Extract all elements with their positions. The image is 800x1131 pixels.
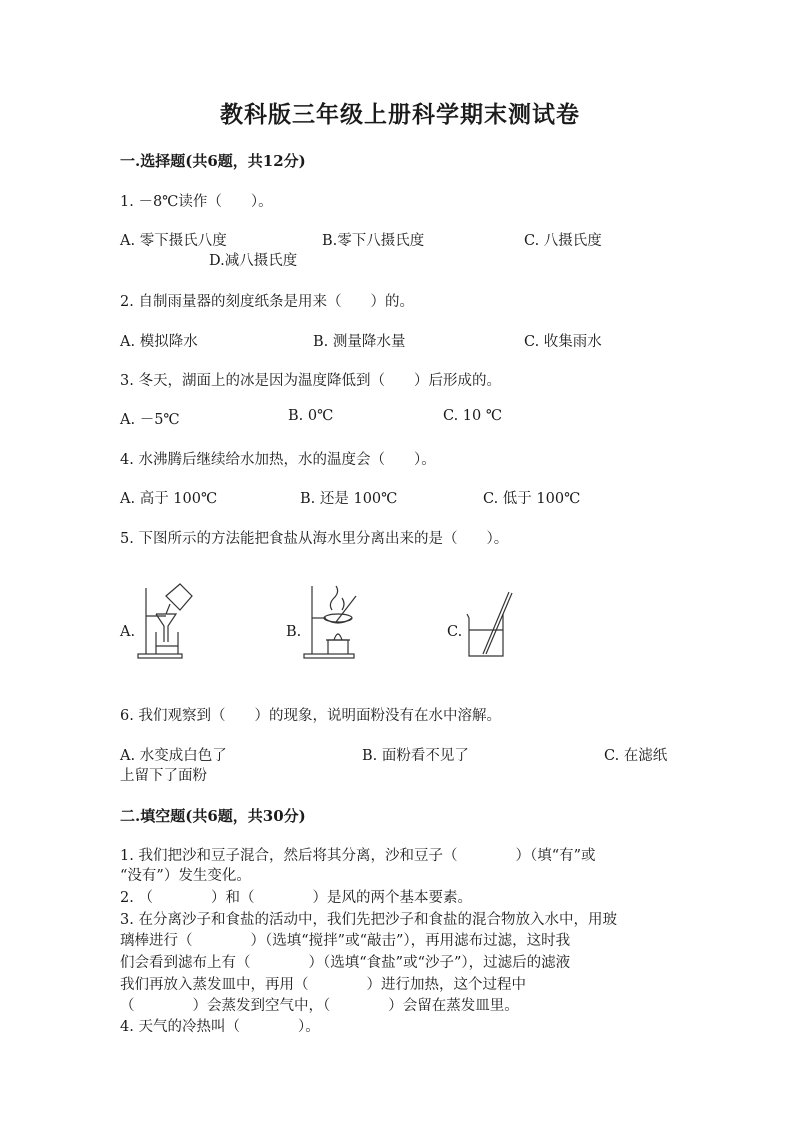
- fill-line-5: 璃棒进行（ ）（选填“搅拌”或“敲击”），再用滤布过滤，这时我: [120, 933, 571, 949]
- q5-option-c[interactable]: C.: [447, 624, 463, 640]
- q2-option-a[interactable]: A. 模拟降水: [120, 334, 198, 350]
- question-1: 1. －8℃读作（ ）。: [120, 194, 273, 210]
- fill-line-9: 4. 天气的冷热叫（ ）。: [120, 1019, 320, 1035]
- question-6: 6. 我们观察到（ ）的现象，说明面粉没有在水中溶解。: [120, 708, 501, 724]
- q4-option-c[interactable]: C. 低于 100℃: [483, 491, 581, 507]
- stirring-beaker-figure: [463, 586, 519, 660]
- q6-option-b[interactable]: B. 面粉看不见了: [362, 748, 469, 764]
- q3-option-a[interactable]: A. －5℃: [120, 412, 180, 428]
- q1-option-b[interactable]: B.零下八摄氏度: [322, 233, 425, 249]
- fill-line-3: 2. （ ）和（ ）是风的两个基本要素。: [120, 890, 472, 906]
- q4-option-a[interactable]: A. 高于 100℃: [120, 491, 218, 507]
- section-heading-choice: 一.选择题(共6题，共12分): [120, 152, 306, 170]
- fill-line-6: 们会看到滤布上有（ ）（选填“食盐”或“沙子”），过滤后的滤液: [120, 955, 571, 971]
- page-title: 教科版三年级上册科学期末测试卷: [220, 101, 580, 128]
- q1-option-c[interactable]: C. 八摄氏度: [524, 233, 602, 249]
- q2-option-b[interactable]: B. 测量降水量: [313, 334, 406, 350]
- q6-option-c-cont: 上留下了面粉: [120, 768, 207, 784]
- fill-line-1: 1. 我们把沙和豆子混合，然后将其分离，沙和豆子（ ）（填“有”或: [120, 848, 596, 864]
- q6-option-c[interactable]: C. 在滤纸: [604, 748, 668, 764]
- question-2: 2. 自制雨量器的刻度纸条是用来（ ）的。: [120, 294, 414, 310]
- question-3: 3. 冬天，湖面上的冰是因为温度降低到（ ）后形成的。: [120, 373, 501, 389]
- q4-option-b[interactable]: B. 还是 100℃: [300, 491, 398, 507]
- evaporation-apparatus-figure: [302, 574, 368, 660]
- fill-line-2: “没有”）发生变化。: [120, 868, 251, 884]
- q6-option-a[interactable]: A. 水变成白色了: [120, 748, 227, 764]
- q5-option-a[interactable]: A.: [120, 624, 136, 640]
- q2-option-c[interactable]: C. 收集雨水: [524, 334, 602, 350]
- section-heading-fill: 二.填空题(共6题，共30分): [120, 807, 306, 825]
- question-5: 5. 下图所示的方法能把食盐从海水里分离出来的是（ ）。: [120, 531, 509, 547]
- fill-line-8: （ ）会蒸发到空气中，（ ）会留在蒸发皿里。: [120, 998, 519, 1014]
- q1-option-a[interactable]: A. 零下摄氏八度: [120, 233, 227, 249]
- question-4: 4. 水沸腾后继续给水加热，水的温度会（ ）。: [120, 452, 436, 468]
- filtration-apparatus-figure: [136, 578, 202, 660]
- fill-line-4: 3. 在分离沙子和食盐的活动中，我们先把沙子和食盐的混合物放入水中，用玻: [120, 912, 617, 928]
- q3-option-b[interactable]: B. 0℃: [288, 408, 334, 424]
- q3-option-c[interactable]: C. 10 ℃: [443, 408, 503, 424]
- q5-option-b[interactable]: B.: [286, 624, 302, 640]
- fill-line-7: 我们再放入蒸发皿中，再用（ ）进行加热，这个过程中: [120, 977, 526, 993]
- q1-option-d[interactable]: D.减八摄氏度: [209, 253, 298, 269]
